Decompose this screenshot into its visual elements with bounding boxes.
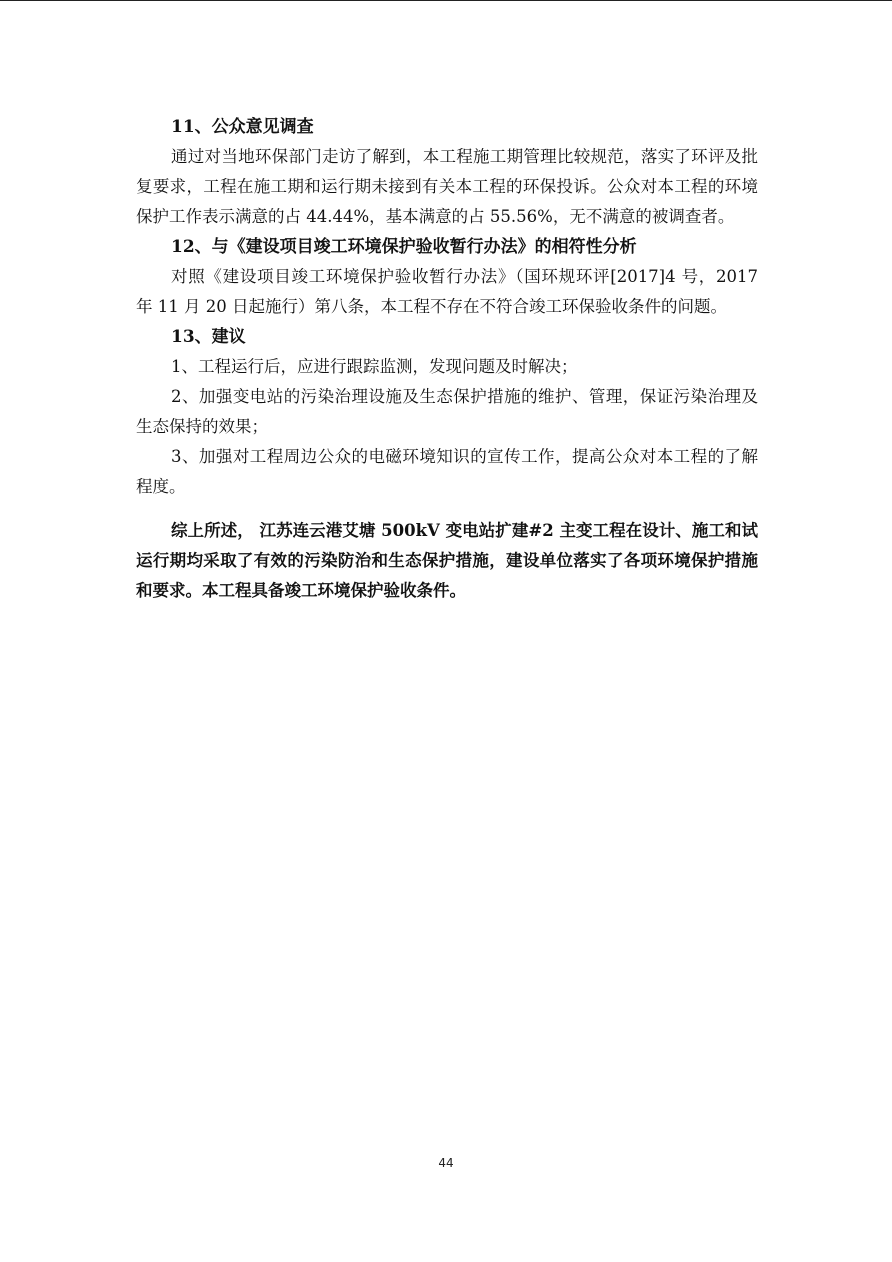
page-number: 44 bbox=[438, 1156, 454, 1170]
section-public-opinion bbox=[136, 112, 758, 232]
recommendation-item: 2、加强变电站的污染治理设施及生态保护措施的维护、管理，保证污染治理及生态保持的效果； bbox=[136, 387, 758, 436]
document-body bbox=[136, 112, 758, 606]
section-heading: 11、公众意见调查 bbox=[171, 117, 314, 137]
section-paragraph: 通过对当地环保部门走访了解到，本工程施工期管理比较规范，落实了环评及批复要求，工程在施工期和运行期未接到有关本工程的环保投诉。公众对本工程的环境保护工作表示满意的占 44.44%，基本满意的占 55.56%，无不满意的被调查者。 bbox=[136, 147, 758, 226]
section-compliance-analysis bbox=[136, 232, 758, 322]
section-heading: 13、建议 bbox=[171, 327, 246, 347]
section-recommendations bbox=[136, 322, 758, 502]
section-heading: 12、与《建设项目竣工环境保护验收暂行办法》的相符性分析 bbox=[171, 237, 637, 257]
conclusion-paragraph: 综上所述， 江苏连云港艾塘 500kV 变电站扩建#2 主变工程在设计、施工和试运行期均采取了有效的污染防治和生态保护措施，建设单位落实了各项环境保护措施和要求。本工程具备竣工环境保护验收条件。 bbox=[136, 521, 758, 600]
section-paragraph: 对照《建设项目竣工环境保护验收暂行办法》（国环规环评[2017]4 号，2017 年 11 月 20 日起施行）第八条，本工程不存在不符合竣工环保验收条件的问题。 bbox=[136, 267, 758, 316]
recommendation-item: 3、加强对工程周边公众的电磁环境知识的宣传工作，提高公众对本工程的了解程度。 bbox=[136, 447, 758, 496]
page-top-border bbox=[0, 0, 892, 1]
recommendation-item: 1、工程运行后，应进行跟踪监测，发现问题及时解决； bbox=[171, 357, 578, 376]
